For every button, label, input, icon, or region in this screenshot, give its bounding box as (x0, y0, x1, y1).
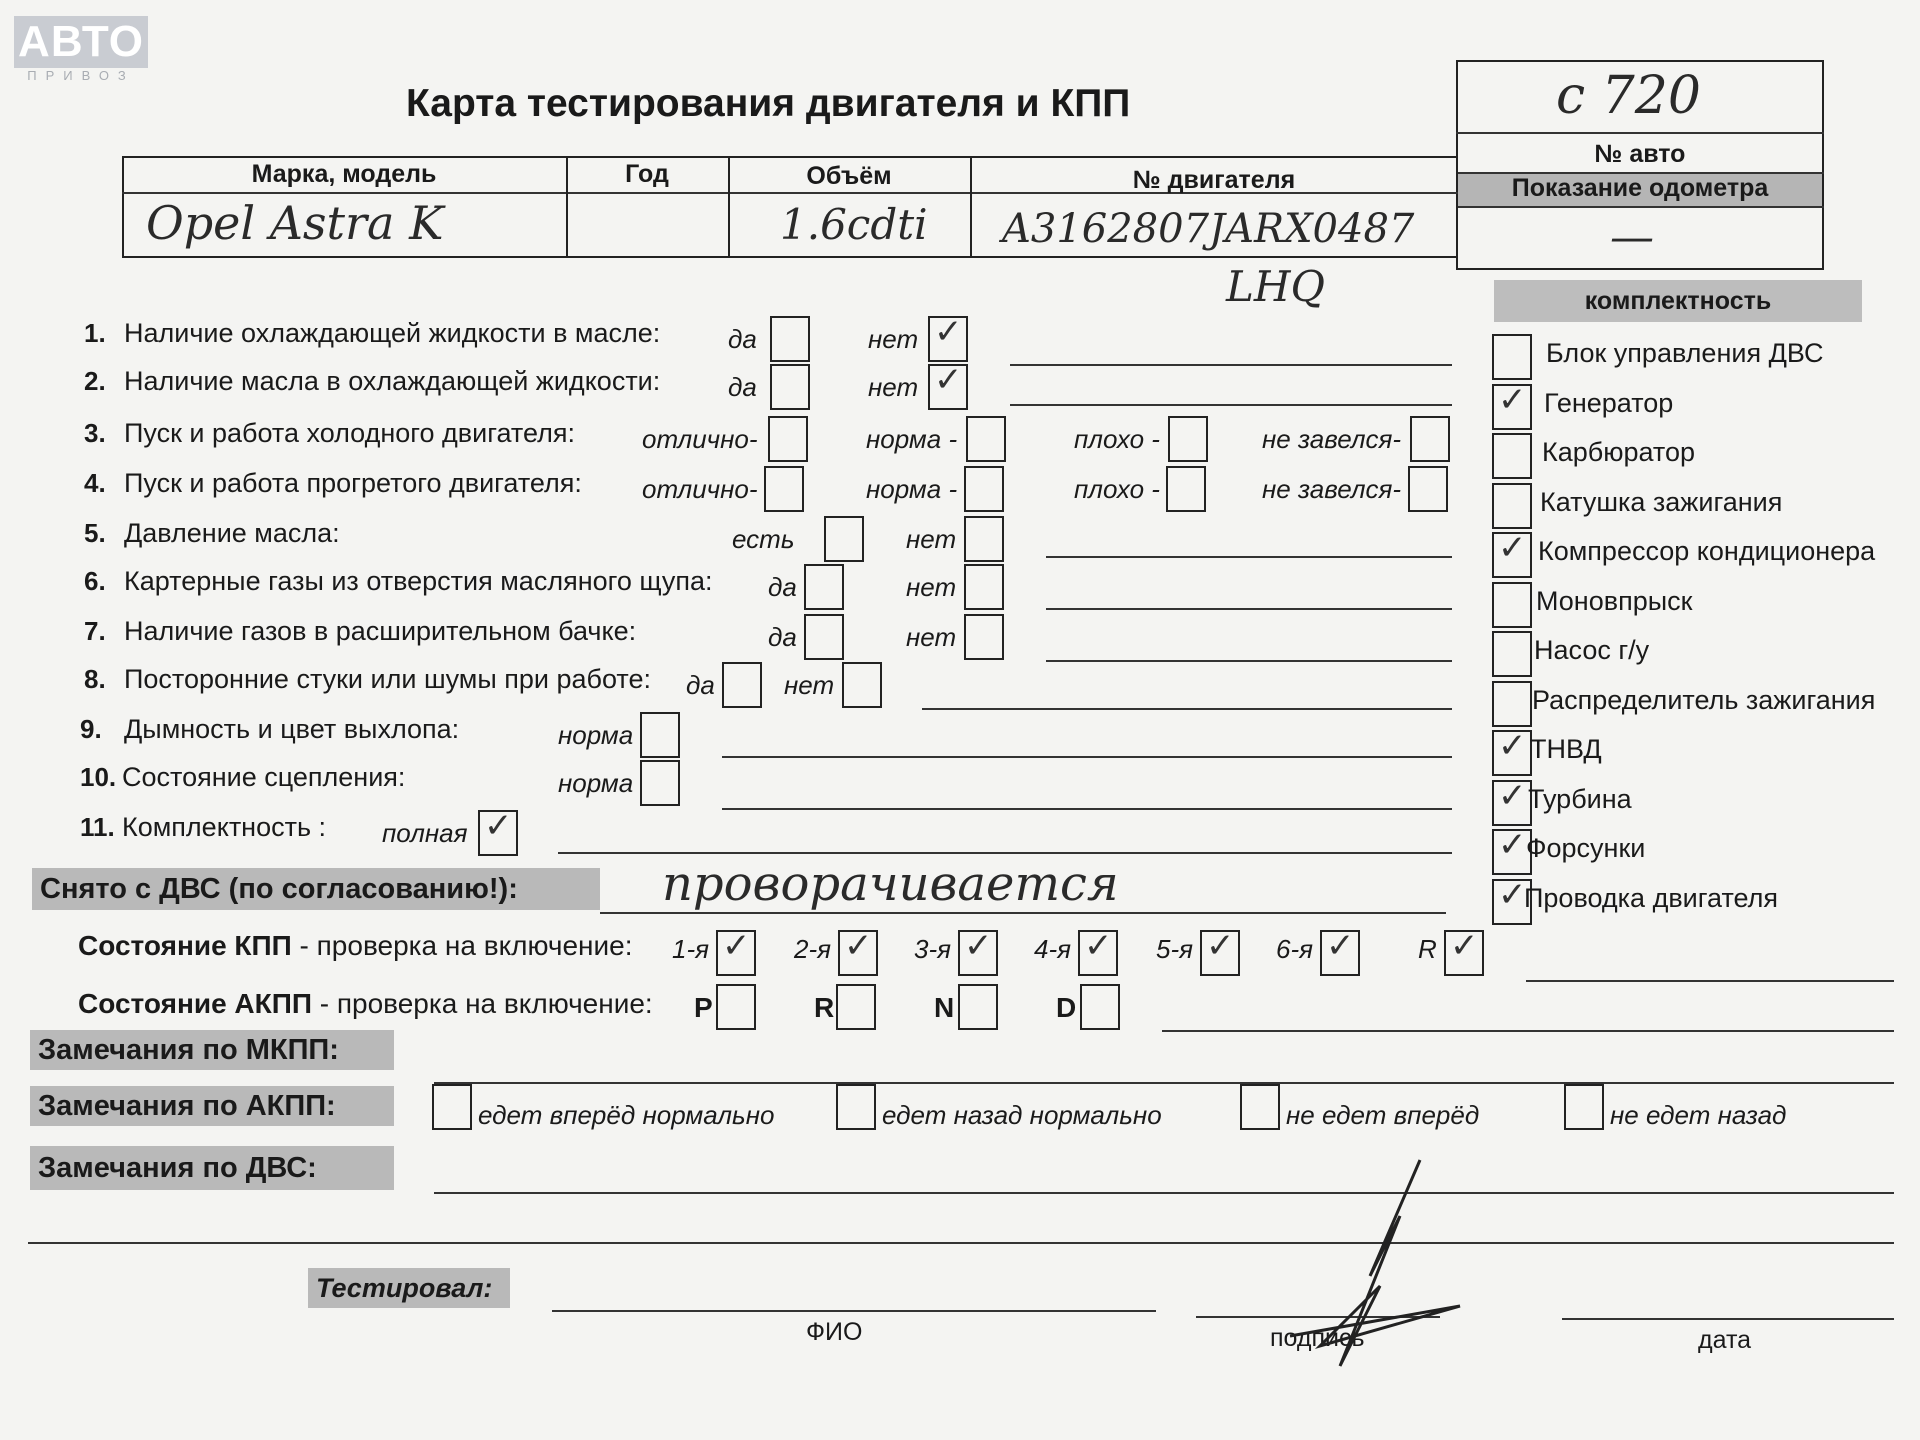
kit-item-label: Турбина (1528, 783, 1632, 814)
kit-checkbox-2[interactable] (1492, 433, 1532, 479)
kit-checkbox-4[interactable] (1492, 532, 1532, 578)
page-title: Карта тестирования двигателя и КПП (406, 82, 1131, 125)
akpp-mode-D-checkbox[interactable] (1080, 984, 1120, 1030)
remarks-akpp-label: Замечания по АКПП: (30, 1086, 394, 1126)
signature-scribble (1260, 1156, 1560, 1386)
gear-7-checkbox[interactable] (1444, 930, 1484, 976)
akpp-mode-R-checkbox[interactable] (836, 984, 876, 1030)
vehicle-engine-number: A3162807JARX0487 (1002, 206, 1415, 252)
kit-checkbox-8[interactable] (1492, 730, 1532, 776)
kit-checkbox-0[interactable] (1492, 334, 1532, 380)
gear-label: R (1418, 934, 1437, 964)
check-option-label: плохо - (1074, 424, 1160, 454)
check-4-option-3-checkbox[interactable] (1166, 466, 1206, 512)
check-5-option-2-checkbox[interactable] (964, 516, 1004, 562)
vehicle-engine-code: LHQ (1226, 262, 1325, 311)
check-option-label: да (728, 372, 757, 402)
check-notes-line (1010, 364, 1452, 366)
check-option-label: полная (382, 818, 468, 848)
header-model: Марка, модель (251, 160, 437, 188)
check-option-label: отлично- (642, 424, 758, 454)
check-2-option-2-checkbox[interactable] (928, 364, 968, 410)
check-notes-line (722, 808, 1452, 810)
akpp-option-label: едет назад нормально (882, 1100, 1162, 1130)
logo: АВТО (14, 16, 148, 68)
check-label: Наличие масла в охлаждающей жидкости: (124, 366, 661, 396)
check-option-label: да (686, 670, 715, 700)
check-label: Посторонние стуки или шумы при работе: (124, 664, 651, 694)
check-number: 11. (80, 812, 115, 842)
tested-label: Тестировал: (308, 1268, 510, 1308)
akpp-option-checkbox-2[interactable] (1240, 1084, 1280, 1130)
check-option-label: да (768, 622, 797, 652)
gear-5-checkbox[interactable] (1200, 930, 1240, 976)
kit-checkbox-1[interactable] (1492, 384, 1532, 430)
check-4-option-2-checkbox[interactable] (964, 466, 1004, 512)
header-engine-number: № двигателя (1132, 166, 1296, 194)
signature-label: подпись (1270, 1324, 1365, 1352)
check-1-option-2-checkbox[interactable] (928, 316, 968, 362)
akpp-option-checkbox-3[interactable] (1564, 1084, 1604, 1130)
check-number: 5. (84, 518, 106, 548)
check-1-option-1-checkbox[interactable] (770, 316, 810, 362)
check-10-option-1-checkbox[interactable] (640, 760, 680, 806)
remarks-dvs-label: Замечания по ДВС: (30, 1146, 394, 1190)
gear-1-checkbox[interactable] (716, 930, 756, 976)
check-3-option-2-checkbox[interactable] (966, 416, 1006, 462)
akpp-mode-label: R (814, 992, 835, 1023)
check-6-option-2-checkbox[interactable] (964, 564, 1004, 610)
check-option-label: норма (558, 720, 634, 750)
akpp-option-label: не едет вперёд (1286, 1100, 1480, 1130)
check-option-label: нет (784, 670, 835, 700)
check-option-label: нет (868, 324, 919, 354)
check-7-option-1-checkbox[interactable] (804, 614, 844, 660)
check-notes-line (922, 708, 1452, 710)
check-number: 4. (84, 468, 106, 498)
check-9-option-1-checkbox[interactable] (640, 712, 680, 758)
check-notes-line (1046, 660, 1452, 662)
check-option-label: нет (906, 622, 957, 652)
kit-item-label: Проводка двигателя (1524, 882, 1778, 913)
odometer-value: — (1610, 212, 1654, 263)
check-label: Давление масла: (124, 518, 340, 548)
check-option-label: нет (906, 572, 957, 602)
auto-number-label: № авто (1594, 140, 1686, 168)
kit-checkbox-3[interactable] (1492, 483, 1532, 529)
akpp-mode-label: N (934, 992, 955, 1023)
check-label: Картерные газы из отверстия масляного щупа: (124, 566, 713, 596)
check-option-label: норма (558, 768, 634, 798)
check-notes-line (1046, 608, 1452, 610)
removed-label: Снято с ДВС (по согласованию!): (32, 868, 600, 910)
check-number: 10. (80, 762, 117, 792)
check-number: 9. (80, 714, 102, 744)
kit-item-label: ТНВД (1530, 734, 1602, 764)
check-3-option-1-checkbox[interactable] (768, 416, 808, 462)
check-number: 6. (84, 566, 106, 596)
check-8-option-1-checkbox[interactable] (722, 662, 762, 708)
check-label: Комплектность : (122, 812, 327, 842)
gear-label: 2-я (794, 934, 832, 964)
check-label: Пуск и работа холодного двигателя: (124, 418, 575, 448)
remarks-mkpp-label: Замечания по МКПП: (30, 1030, 394, 1070)
check-11-option-1-checkbox[interactable] (478, 810, 518, 856)
check-6-option-1-checkbox[interactable] (804, 564, 844, 610)
check-notes-line (722, 756, 1452, 758)
removed-value: проворачивается (662, 856, 1119, 912)
akpp-option-checkbox-1[interactable] (836, 1084, 876, 1130)
kit-title: комплектность (1494, 280, 1862, 322)
akpp-mode-N-checkbox[interactable] (958, 984, 998, 1030)
gear-label: 1-я (672, 934, 710, 964)
check-option-label: норма - (866, 424, 958, 454)
logo-subtitle: ПРИВОЗ (27, 68, 135, 83)
kit-checkbox-6[interactable] (1492, 631, 1532, 677)
check-option-label: нет (868, 372, 919, 402)
kit-item-label: Моновпрыск (1536, 585, 1693, 616)
akpp-mode-label: D (1056, 992, 1077, 1023)
header-year: Год (625, 160, 669, 188)
check-option-label: не завелся- (1262, 424, 1402, 454)
odometer-label: Показание одометра (1458, 174, 1822, 206)
gear-label: 6-я (1276, 934, 1314, 964)
akpp-option-label: не едет назад (1610, 1100, 1787, 1130)
check-option-label: плохо - (1074, 474, 1160, 504)
akpp-mode-P-checkbox[interactable] (716, 984, 756, 1030)
check-option-label: не завелся- (1262, 474, 1402, 504)
kit-checkbox-7[interactable] (1492, 681, 1532, 727)
check-number: 2. (84, 366, 106, 396)
gear-label: 5-я (1156, 934, 1194, 964)
check-label: Наличие охлаждающей жидкости в масле: (124, 318, 661, 348)
check-option-label: отлично- (642, 474, 758, 504)
check-7-option-2-checkbox[interactable] (964, 614, 1004, 660)
vehicle-model: Opel Astra K (146, 196, 444, 250)
check-number: 8. (84, 664, 106, 694)
gear-4-checkbox[interactable] (1078, 930, 1118, 976)
check-option-label: да (768, 572, 797, 602)
gear-label: 3-я (914, 934, 952, 964)
check-label: Состояние сцепления: (122, 762, 406, 792)
check-3-option-4-checkbox[interactable] (1410, 416, 1450, 462)
check-notes-line (558, 852, 1452, 854)
check-option-label: есть (732, 524, 795, 554)
header-volume: Объём (806, 162, 892, 190)
auto-number-value: с 720 (1556, 66, 1701, 126)
gear-3-checkbox[interactable] (958, 930, 998, 976)
kit-item-label: Карбюратор (1542, 437, 1696, 467)
akpp-option-label: едет вперёд нормально (478, 1100, 775, 1130)
gear-6-checkbox[interactable] (1320, 930, 1360, 976)
akpp-mode-label: P (694, 992, 713, 1023)
check-4-option-1-checkbox[interactable] (764, 466, 804, 512)
akpp-option-checkbox-0[interactable] (432, 1084, 472, 1130)
gear-label: 4-я (1034, 934, 1072, 964)
check-number: 7. (84, 616, 106, 646)
kit-item-label: Форсунки (1526, 833, 1646, 863)
kit-item-label: Насос г/у (1534, 635, 1650, 665)
check-option-label: норма - (866, 474, 958, 504)
check-3-option-3-checkbox[interactable] (1168, 416, 1208, 462)
check-4-option-4-checkbox[interactable] (1408, 466, 1448, 512)
kpp-label: Состояние КПП - проверка на включение: (78, 930, 633, 961)
check-number: 1. (84, 318, 106, 348)
check-5-option-1-checkbox[interactable] (824, 516, 864, 562)
check-option-label: нет (906, 524, 957, 554)
check-number: 3. (84, 418, 106, 448)
check-8-option-2-checkbox[interactable] (842, 662, 882, 708)
check-label: Наличие газов в расширительном бачке: (124, 616, 637, 646)
check-notes-line (1010, 404, 1452, 406)
check-label: Пуск и работа прогретого двигателя: (124, 468, 582, 498)
gear-2-checkbox[interactable] (838, 930, 878, 976)
check-option-label: да (728, 324, 757, 354)
kit-item-label: Генератор (1544, 387, 1674, 418)
vehicle-volume: 1.6cdti (780, 200, 928, 249)
check-notes-line (1046, 556, 1452, 558)
kit-checkbox-5[interactable] (1492, 582, 1532, 628)
kit-item-label: Катушка зажигания (1540, 486, 1783, 517)
kit-item-label: Компрессор кондиционера (1538, 536, 1876, 566)
kit-item-label: Распределитель зажигания (1532, 684, 1876, 715)
check-label: Дымность и цвет выхлопа: (124, 714, 460, 744)
fio-label: ФИО (806, 1318, 863, 1346)
kit-item-label: Блок управления ДВС (1546, 338, 1824, 368)
date-label: дата (1698, 1326, 1752, 1354)
akpp-label: Состояние АКПП - проверка на включение: (78, 988, 653, 1019)
kit-checkbox-9[interactable] (1492, 780, 1532, 826)
check-2-option-1-checkbox[interactable] (770, 364, 810, 410)
